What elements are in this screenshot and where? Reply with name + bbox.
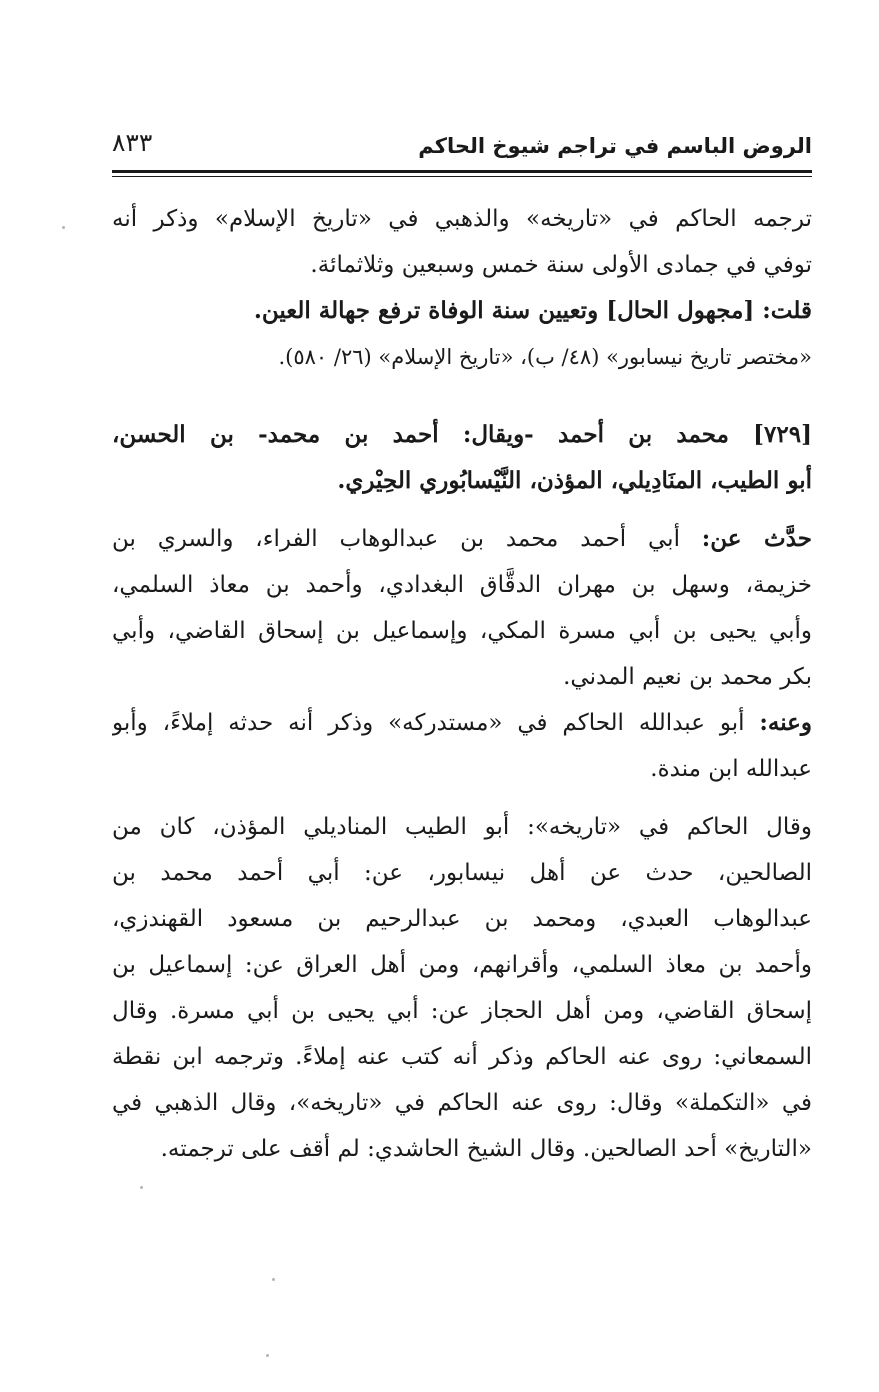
editor-verdict <box>112 288 812 334</box>
text-line <box>112 516 812 562</box>
label-narrated-from: حدَّث عن: <box>701 525 812 552</box>
sources-line <box>112 334 812 380</box>
text-line: قلت: [مجهول الحال] وتعيين سنة الوفاة ترفع جهالة العين. <box>253 297 812 324</box>
paragraph-narrated-by <box>112 700 812 792</box>
text-line: الصالحين، حدث عن أهل نيسابور، عن: أبي أحمد محمد بن <box>112 860 812 886</box>
heading-line: أبو الطيب، المنَادِيلي، المؤذن، النَّيْسابُوري الحِيْري. <box>337 467 812 494</box>
text-line: وأحمد بن معاذ السلمي، وأقرانهم، ومن أهل العراق عن: إسماعيل بن <box>112 952 812 978</box>
heading-line: [٧٢٩] محمد بن أحمد -ويقال: أحمد بن محمد- بن الحسن، <box>112 421 812 448</box>
text-line: السمعاني: روى عنه الحاكم وذكر أنه كتب عنه إملاءً. وترجمه ابن نقطة <box>112 1044 812 1070</box>
scan-speck <box>272 1278 275 1281</box>
text-line: ترجمه الحاكم في «تاريخه» والذهبي في «تاريخ الإسلام» وذكر أنه <box>112 206 812 232</box>
text-line: وقال الحاكم في «تاريخه»: أبو الطيب المناديلي المؤذن، كان من <box>112 814 812 840</box>
header-rule-thick <box>112 170 812 173</box>
text-line: عبدالله ابن مندة. <box>650 756 812 782</box>
text-line: عبدالوهاب العبدي، ومحمد بن عبدالرحيم بن مسعود القهندزي، <box>112 906 812 932</box>
paragraph-narrated-from <box>112 516 812 700</box>
text-line: إسحاق القاضي، ومن أهل الحجاز عن: أبي يحيى بن أبي مسرة. وقال <box>112 998 812 1024</box>
text-line: خزيمة، وسهل بن مهران الدقَّاق البغدادي، وأحمد بن معاذ السلمي، <box>112 572 812 598</box>
header-rule-thin <box>112 176 812 177</box>
scan-speck <box>62 226 65 229</box>
paragraph-hakim-statement <box>112 804 812 1172</box>
label-narrated-by: وعنه: <box>759 709 812 736</box>
text-line: وأبي يحيى بن أبي مسرة المكي، وإسماعيل بن إسحاق القاضي، وأبي <box>112 618 812 644</box>
scan-speck <box>266 1354 269 1357</box>
page-body <box>112 196 812 1172</box>
page-number: ٨٣٣ <box>112 128 153 157</box>
text-line: «مختصر تاريخ نيسابور» (٤٨/ ب)، «تاريخ الإسلام» (٢٦/ ٥٨٠). <box>278 345 812 369</box>
text-line <box>112 700 812 746</box>
entry-heading <box>112 412 812 504</box>
page-header <box>112 128 812 168</box>
running-title: الروض الباسم في تراجم شيوخ الحاكم <box>418 134 812 158</box>
text-line: «التاريخ» أحد الصالحين. وقال الشيخ الحاشدي: لم أقف على ترجمته. <box>160 1136 812 1162</box>
text-line: في «التكملة» وقال: روى عنه الحاكم في «تاريخه»، وقال الذهبي في <box>112 1090 812 1116</box>
scan-speck <box>140 1186 143 1189</box>
text-line: بكر محمد بن نعيم المدني. <box>563 664 812 690</box>
text-line: توفي في جمادى الأولى سنة خمس وسبعين وثلاثمائة. <box>310 252 812 278</box>
text-span: أبو عبدالله الحاكم في «مستدركه» وذكر أنه حدثه إملاءً، وأبو <box>112 710 760 736</box>
paragraph-previous-entry <box>112 196 812 288</box>
text-span: أبي أحمد محمد بن عبدالوهاب الفراء، والسري بن <box>112 526 702 552</box>
